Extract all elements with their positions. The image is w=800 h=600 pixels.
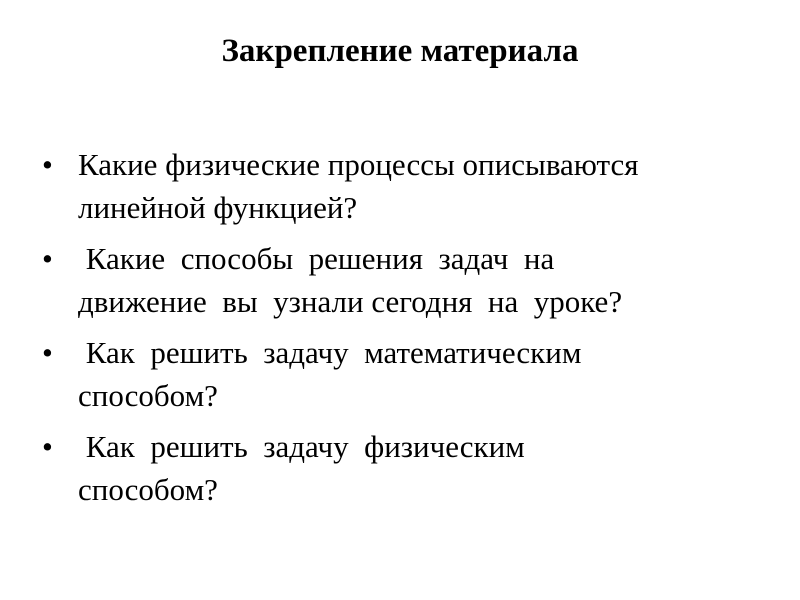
- bullet-icon: •: [42, 335, 53, 370]
- bullet-icon: •: [42, 147, 53, 182]
- bullet-icon: •: [42, 241, 53, 276]
- list-item-text: Какие способы решения задач на движение вы узнали сегодня на уроке?: [78, 241, 623, 319]
- list-item-text: Как решить задачу математическим способом?: [78, 335, 582, 413]
- list-item: [40, 331, 760, 417]
- question-list: [40, 143, 760, 519]
- list-item-text: Как решить задачу физическим способом?: [78, 429, 525, 507]
- list-item: [40, 143, 760, 229]
- list-item: [40, 425, 760, 511]
- bullet-icon: •: [42, 429, 53, 464]
- slide-title: Закрепление материала: [221, 33, 579, 69]
- list-item: [40, 237, 760, 323]
- list-item-text: Какие физические процессы описываются линейной функцией?: [78, 147, 639, 225]
